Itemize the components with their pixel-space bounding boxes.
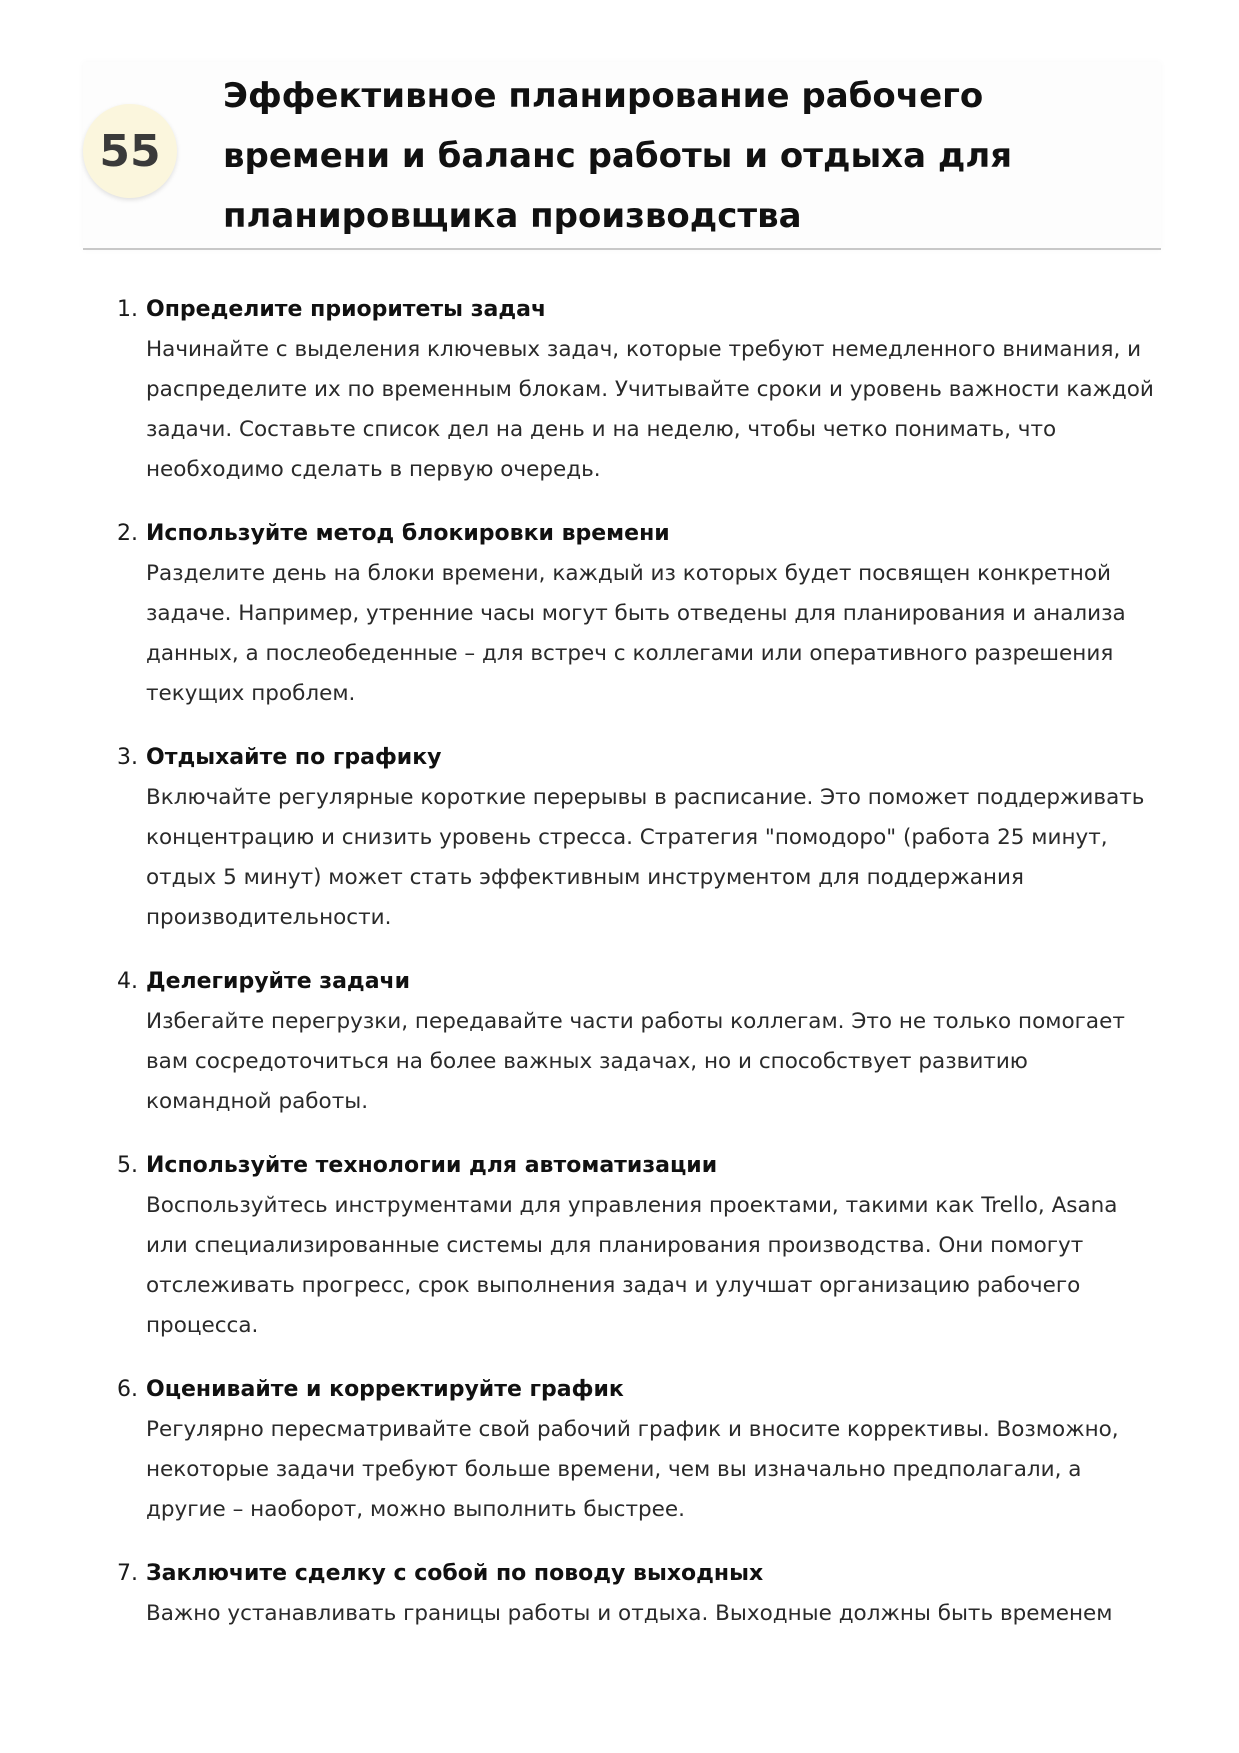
item-number: 2. — [117, 521, 138, 546]
item-heading: Используйте метод блокировки времени — [146, 521, 670, 546]
item-heading: Оценивайте и корректируйте график — [146, 1377, 624, 1402]
item-description: Разделите день на блоки времени, каждый из которых будет посвящен конкретной задаче. Например, утренние часы могут быть отведены для планирования и анализа данных, а послеобеденные – для встреч с коллегами или оперативного разрешения текущих проблем. — [146, 561, 1126, 706]
item-heading: Заключите сделку с собой по поводу выходных — [146, 1561, 764, 1586]
item-number: 7. — [117, 1561, 138, 1586]
item-description: Избегайте перегрузки, передавайте части работы коллегам. Это не только помогает вам сосредоточиться на более важных задачах, но и способствует развитию командной работы. — [146, 1009, 1125, 1114]
section-number-badge: 55 — [83, 104, 177, 198]
item-heading: Отдыхайте по графику — [146, 745, 442, 770]
item-description: Включайте регулярные короткие перерывы в расписание. Это поможет поддерживать концентрацию и снизить уровень стресса. Стратегия "помодоро" (работа 25 минут, отдых 5 минут) может стать эффективным инструментом для поддержания производительности. — [146, 785, 1145, 930]
list-item — [115, 1146, 1155, 1346]
item-number: 6. — [117, 1377, 138, 1402]
item-heading: Делегируйте задачи — [146, 969, 411, 994]
list-item — [115, 962, 1155, 1122]
item-number: 4. — [117, 969, 138, 994]
item-heading: Определите приоритеты задач — [146, 297, 547, 322]
list-item — [115, 290, 1155, 490]
item-heading: Используйте технологии для автоматизации — [146, 1153, 718, 1178]
section-title: Эффективное планирование рабочего времени и баланс работы и отдыха для планировщика производства — [223, 76, 1013, 236]
item-description: Воспользуйтесь инструментами для управления проектами, такими как Trello, Asana или специализированные системы для планирования производства. Они помогут отслеживать прогресс, срок выполнения задач и улучшат организацию рабочего процесса. — [146, 1193, 1118, 1338]
tips-list — [115, 290, 1155, 1658]
list-item — [115, 738, 1155, 938]
section-header — [83, 62, 1161, 250]
item-description: Регулярно пересматривайте свой рабочий график и вносите коррективы. Возможно, некоторые задачи требуют больше времени, чем вы изначально предполагали, а другие – наоборот, можно выполнить быстрее. — [146, 1417, 1119, 1522]
list-item — [115, 1554, 1155, 1634]
list-item — [115, 1370, 1155, 1530]
item-number: 5. — [117, 1153, 138, 1178]
item-number: 1. — [117, 297, 138, 322]
list-item — [115, 514, 1155, 714]
item-description: Начинайте с выделения ключевых задач, которые требуют немедленного внимания, и распределите их по временным блокам. Учитывайте сроки и уровень важности каждой задачи. Составьте список дел на день и на неделю, чтобы четко понимать, что необходимо сделать в первую очередь. — [146, 337, 1154, 482]
item-description: Важно устанавливать границы работы и отдыха. Выходные должны быть временем — [146, 1601, 1113, 1626]
item-number: 3. — [117, 745, 138, 770]
